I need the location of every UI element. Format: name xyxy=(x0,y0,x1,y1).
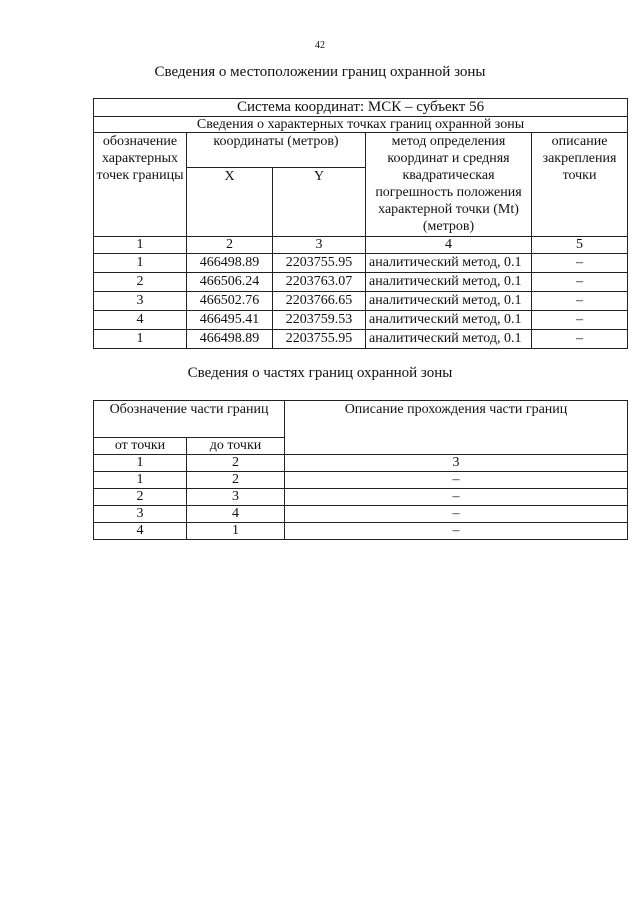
description-cell: – xyxy=(532,273,628,292)
x-cell: 466498.89 xyxy=(187,254,273,273)
to-point-cell: 2 xyxy=(187,472,285,489)
header-coordinates: координаты (метров) xyxy=(187,133,366,168)
point-cell: 2 xyxy=(94,273,187,292)
column-numbers-row xyxy=(94,237,628,254)
point-cell: 1 xyxy=(94,254,187,273)
column-number: 2 xyxy=(187,455,285,472)
x-cell: 466498.89 xyxy=(187,330,273,349)
coordinate-system-row xyxy=(94,99,628,117)
x-cell: 466506.24 xyxy=(187,273,273,292)
table-row xyxy=(94,489,628,506)
part-description-cell: – xyxy=(285,489,628,506)
table-row xyxy=(94,506,628,523)
boundary-parts-table xyxy=(93,400,628,540)
y-cell: 2203766.65 xyxy=(273,292,366,311)
header-y: Y xyxy=(273,168,366,237)
column-number: 1 xyxy=(94,455,187,472)
to-point-cell: 3 xyxy=(187,489,285,506)
header-method: метод определения координат и средняя квадратическая погрешность положения характерной точки (Mt) (метров) xyxy=(366,133,532,237)
column-number: 2 xyxy=(187,237,273,254)
table-row xyxy=(94,330,628,349)
method-cell: аналитический метод, 0.1 xyxy=(366,330,532,349)
method-cell: аналитический метод, 0.1 xyxy=(366,273,532,292)
to-point-cell: 4 xyxy=(187,506,285,523)
x-cell: 466495.41 xyxy=(187,311,273,330)
header-point-designation: обозначение характерных точек границы xyxy=(94,133,187,237)
description-cell: – xyxy=(532,292,628,311)
header-to-point: до точки xyxy=(187,438,285,455)
method-cell: аналитический метод, 0.1 xyxy=(366,292,532,311)
boundary-points-table xyxy=(93,98,628,349)
part-description-cell: – xyxy=(285,472,628,489)
page-number: 42 xyxy=(315,40,325,51)
parts-header-row-top xyxy=(94,401,628,438)
header-x: X xyxy=(187,168,273,237)
header-from-point: от точки xyxy=(94,438,187,455)
y-cell: 2203759.53 xyxy=(273,311,366,330)
description-cell: – xyxy=(532,254,628,273)
point-cell: 1 xyxy=(94,330,187,349)
table-row xyxy=(94,254,628,273)
header-row-top xyxy=(94,133,628,168)
column-number: 1 xyxy=(94,237,187,254)
section2-title: Сведения о частях границ охранной зоны xyxy=(187,365,453,381)
part-description-cell: – xyxy=(285,523,628,540)
header-part-description: Описание прохождения части границ xyxy=(285,401,628,438)
description-cell: – xyxy=(532,311,628,330)
description-cell: – xyxy=(532,330,628,349)
point-cell: 4 xyxy=(94,311,187,330)
table-row xyxy=(94,472,628,489)
column-number: 5 xyxy=(532,237,628,254)
points-subtitle-row xyxy=(94,117,628,133)
column-number: 4 xyxy=(366,237,532,254)
from-point-cell: 4 xyxy=(94,523,187,540)
y-cell: 2203755.95 xyxy=(273,254,366,273)
y-cell: 2203755.95 xyxy=(273,330,366,349)
from-point-cell: 1 xyxy=(94,472,187,489)
parts-header-row-bottom xyxy=(94,438,628,455)
point-cell: 3 xyxy=(94,292,187,311)
to-point-cell: 1 xyxy=(187,523,285,540)
from-point-cell: 3 xyxy=(94,506,187,523)
section1-title: Сведения о местоположении границ охранной зоны xyxy=(154,64,486,80)
column-number: 3 xyxy=(273,237,366,254)
y-cell: 2203763.07 xyxy=(273,273,366,292)
header-description: описание закрепления точки xyxy=(532,133,628,237)
points-subtitle-cell: Сведения о характерных точках границ охранной зоны xyxy=(94,117,628,133)
method-cell: аналитический метод, 0.1 xyxy=(366,311,532,330)
table-row xyxy=(94,523,628,540)
column-number: 3 xyxy=(285,455,628,472)
header-part-designation: Обозначение части границ xyxy=(94,401,285,438)
x-cell: 466502.76 xyxy=(187,292,273,311)
table-row xyxy=(94,311,628,330)
parts-column-numbers-row xyxy=(94,455,628,472)
from-point-cell: 2 xyxy=(94,489,187,506)
header-description-continued xyxy=(285,438,628,455)
method-cell: аналитический метод, 0.1 xyxy=(366,254,532,273)
table-row xyxy=(94,273,628,292)
part-description-cell: – xyxy=(285,506,628,523)
table-row xyxy=(94,292,628,311)
coordinate-system-cell: Система координат: МСК – субъект 56 xyxy=(94,99,628,117)
